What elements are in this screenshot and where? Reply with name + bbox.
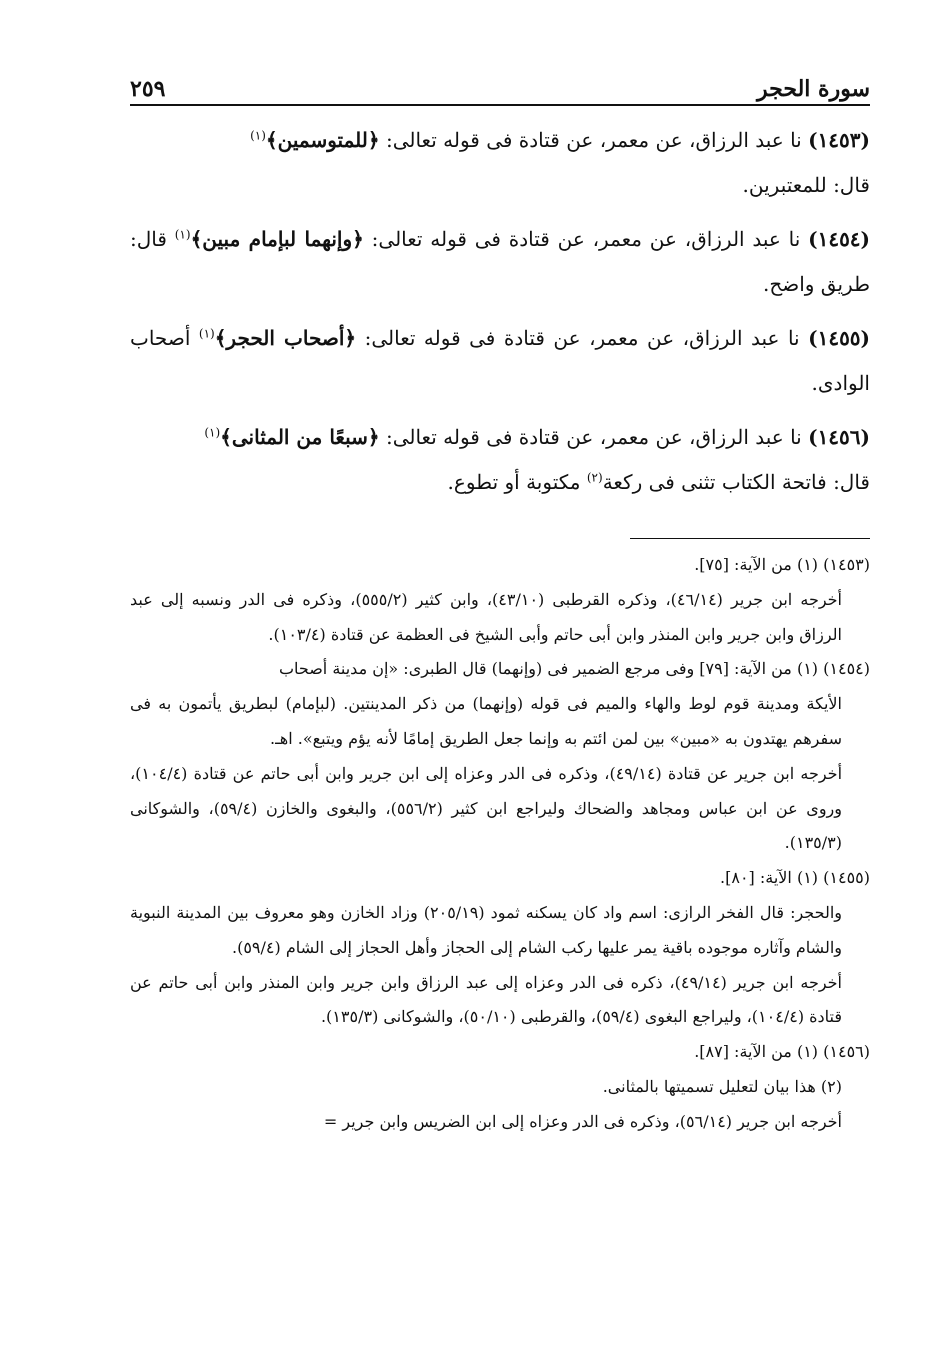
entry-verse: ﴿وإنهما لبإمام مبين﴾: [190, 227, 364, 251]
footnote-divider: [630, 538, 870, 539]
footnotes: [130, 548, 870, 1140]
entry-comment: قال: للمعتبرين.: [742, 173, 870, 197]
footnote-mark: (٢): [586, 470, 603, 485]
footnote-1455-body: والحجر: قال الفخر الرازى: اسم واد كان يسكنه ثمود (٢٠٥/١٩) وزاد الخازن وهو معروف بين المدينة النبوية والشام وآثاره موجوده باقية يمر عليها ركب الشام إلى الحجاز وأهل الحجاز إلى الشام (٥٩/٤).: [130, 902, 842, 957]
footnote-1454-sources: أخرجه ابن جرير عن قتادة (٤٩/١٤)، وذكره فى الدر وعزاه إلى ابن جرير وابن أبى حاتم عن قتادة (١٠٤/٤)، وروى عن ابن عباس ومجاهد والضحاك وليراجع ابن كثير (٥٥٦/٢)، والبغوى والخازن (٥٩/٤)، والشوكانى (١٣٥/٣).: [130, 763, 843, 853]
footnote-1456-body: أخرجه ابن جرير (٥٦/١٤)، وذكره فى الدر وعزاه إلى ابن الضريس وابن جرير =: [323, 1111, 842, 1131]
entry-verse: ﴿أصحاب الحجر﴾: [214, 326, 357, 350]
entry-comment: قال: طريق واضح.: [130, 227, 870, 296]
footnote-mark: (١): [250, 128, 266, 143]
entry-verse: ﴿سبعًا من المثانى﴾: [220, 425, 380, 449]
footnote-1454-head: (١٤٥٤) (١) من الآية: [٧٩] وفى مرجع الضمير فى (وإنهما) قال الطبرى: «إن مدينة أصحاب: [278, 659, 870, 679]
footnote-mark: (١): [174, 227, 191, 242]
footnote-1453-head: (١٤٥٣) (١) من الآية: [٧٥].: [694, 555, 870, 574]
entry-1453: [130, 118, 870, 208]
entry-1454: [130, 217, 870, 307]
header-divider: [130, 104, 870, 106]
footnote-1456-head: (١٤٥٦) (١) من الآية: [٨٧].: [694, 1042, 870, 1062]
entry-number: (١٤٥٥): [808, 326, 871, 350]
footnote-1455-sources: أخرجه ابن جرير (٤٩/١٤)، ذكره فى الدر وعزاه إلى عبد الرزاق وابن جرير وابن المنذر وابن أبى حاتم عن قتادة (١٠٤/٤)، وليراجع البغوى (٥٩/٤)، والقرطبى (٥٠/١٠)، والشوكانى (١٣٥/٣).: [130, 972, 842, 1027]
entry-chain: نا عبد الرزاق، عن معمر، عن قتادة فى قوله تعالى:: [364, 326, 800, 350]
footnote-mark: (١): [204, 425, 221, 440]
entry-comment-end: مكتوبة أو تطوع.: [447, 470, 581, 494]
main-text: [130, 118, 870, 514]
entry-chain: نا عبد الرزاق، عن معمر، عن قتادة فى قوله تعالى:: [385, 128, 802, 152]
footnote-1453-body: أخرجه ابن جرير (٤٦/١٤)، وذكره القرطبى (٤٣/١٠)، وابن كثير (٥٥٥/٢)، وذكره فى الدر ونسبه إلى عبد الرزاق وابن جرير وابن المنذر وابن أبى حاتم وأبى الشيخ فى العظمة عن قتادة (١٠٣/٤).: [130, 589, 843, 644]
entry-chain: نا عبد الرزاق، عن معمر، عن قتادة فى قوله تعالى:: [371, 227, 801, 251]
entry-chain: نا عبد الرزاق، عن معمر، عن قتادة فى قوله تعالى:: [385, 425, 802, 449]
page-header: [130, 66, 870, 102]
entry-number: (١٤٥٣): [808, 128, 870, 152]
footnote-1456-sub: (٢) هذا بيان لتعليل تسميتها بالمثانى.: [602, 1076, 842, 1096]
page-number: ٢٥٩: [130, 76, 166, 102]
footnote-mark: (١): [198, 326, 215, 341]
entry-number: (١٤٥٦): [808, 425, 870, 449]
entry-verse: ﴿للمتوسمين﴾: [265, 128, 380, 152]
entry-1455: [130, 316, 870, 406]
surah-title: سورة الحجر: [757, 76, 870, 102]
entry-number: (١٤٥٤): [808, 227, 871, 251]
footnote-1454-body: الأيكة ومدينة قوم لوط والهاء والميم فى قوله (وإنهما) من ذكر المدينتين. (لبإمام) لبطريق يأتمون به فى سفرهم يهتدون به «مبين» بين لمن ائتم به وإنما جعل الطريق إمامًا لأنه يؤم ويتبع». اهـ.: [130, 694, 842, 748]
entry-1456: [130, 415, 870, 505]
footnote-1455-head: (١٤٥٥) (١) الآية: [٨٠].: [720, 868, 870, 888]
entry-comment: أصحاب الوادى.: [130, 326, 870, 395]
entry-comment: قال: فاتحة الكتاب تثنى فى ركعة: [602, 470, 870, 494]
